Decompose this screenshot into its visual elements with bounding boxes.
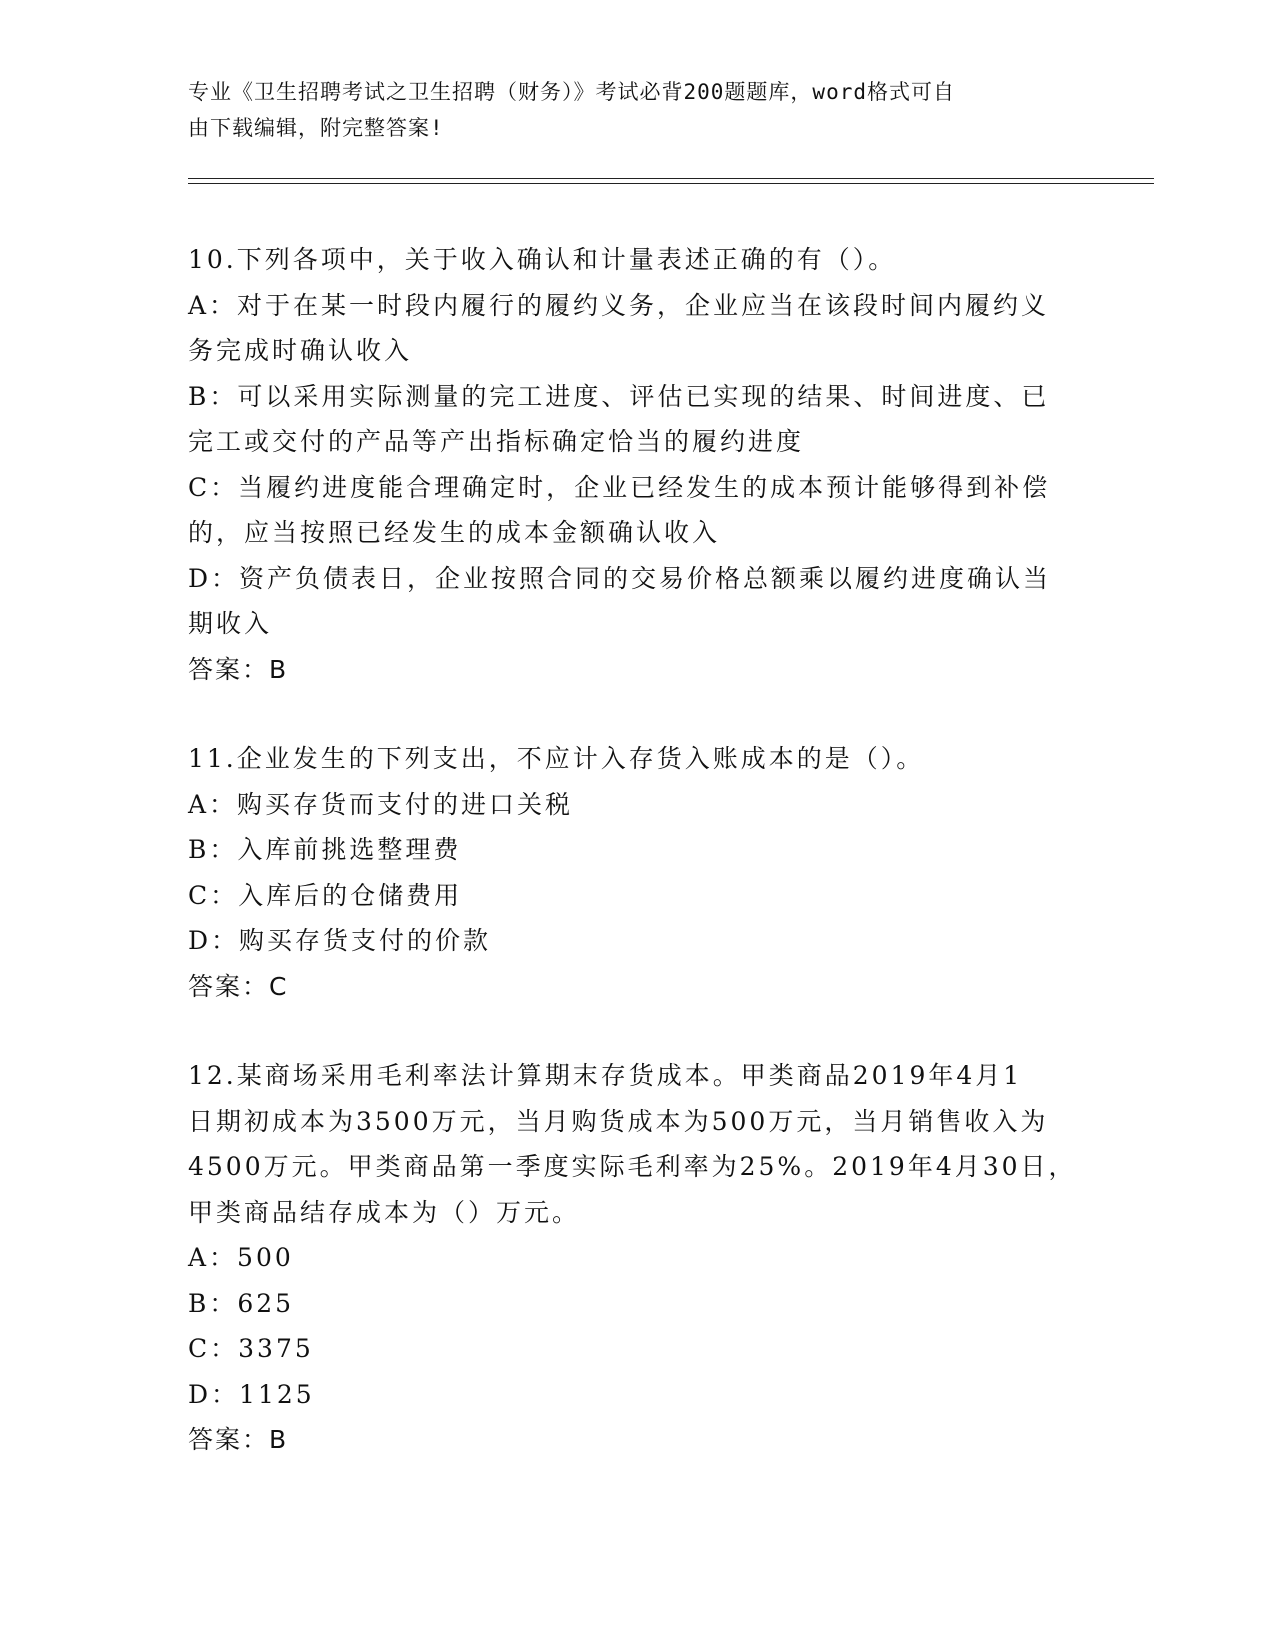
question-list: [188, 237, 1078, 1507]
option-a: A：购买存货而支付的进口关税: [188, 789, 574, 819]
option-d: D：购买存货支付的价款: [188, 926, 492, 955]
option-b: B：625: [188, 1288, 295, 1318]
option-a: A：500: [188, 1243, 294, 1272]
option-b: B：入库前挑选整理费: [188, 835, 462, 864]
answer-label: 答案：C: [188, 971, 289, 1001]
header-divider-top: [188, 178, 1154, 179]
question-11: [188, 736, 1078, 1009]
question-12: [188, 1053, 1078, 1463]
answer-label: 答案：B: [188, 654, 289, 684]
header-divider-bottom: [188, 183, 1154, 184]
header-intro-line-2: 由下载编辑，附完整答案!: [188, 116, 444, 140]
option-a-continued: 务完成时确认收入: [188, 336, 413, 365]
option-d-continued: 期收入: [188, 609, 273, 638]
option-c-continued: 的，应当按照已经发生的成本金额确认收入: [188, 518, 721, 547]
question-stem: 12.某商场采用毛利率法计算期末存货成本。甲类商品2019年4月1: [188, 1061, 1023, 1090]
option-d: D：1125: [188, 1379, 315, 1409]
option-c: C：入库后的仓储费用: [188, 880, 463, 910]
option-b-continued: 完工或交付的产品等产出指标确定恰当的履约进度: [188, 427, 805, 456]
question-stem-continued: 4500万元。甲类商品第一季度实际毛利率为25%。2019年4月30日，: [188, 1152, 1077, 1181]
question-stem: 11.企业发生的下列支出，不应计入存货入账成本的是（）。: [188, 744, 925, 773]
option-b: B：可以采用实际测量的完工进度、评估已实现的结果、时间进度、已: [188, 381, 1050, 411]
option-d: D：资产负债表日，企业按照合同的交易价格总额乘以履约进度确认当: [188, 563, 1052, 593]
question-10: [188, 237, 1078, 692]
answer-label: 答案：B: [188, 1425, 289, 1454]
document-header: [188, 74, 1068, 146]
question-stem-continued: 日期初成本为3500万元，当月购货成本为500万元，当月销售收入为: [188, 1106, 1049, 1136]
option-a: A：对于在某一时段内履行的履约义务，企业应当在该段时间内履约义: [188, 290, 1050, 320]
question-stem-continued: 甲类商品结存成本为（）万元。: [188, 1197, 581, 1227]
question-stem: 10.下列各项中，关于收入确认和计量表述正确的有（）。: [188, 245, 897, 274]
option-c: C：当履约进度能合理确定时，企业已经发生的成本预计能够得到补偿: [188, 472, 1051, 502]
header-intro-line-1: 专业《卫生招聘考试之卫生招聘（财务）》考试必背200题题库，word格式可自: [188, 80, 955, 104]
option-c: C：3375: [188, 1334, 314, 1363]
